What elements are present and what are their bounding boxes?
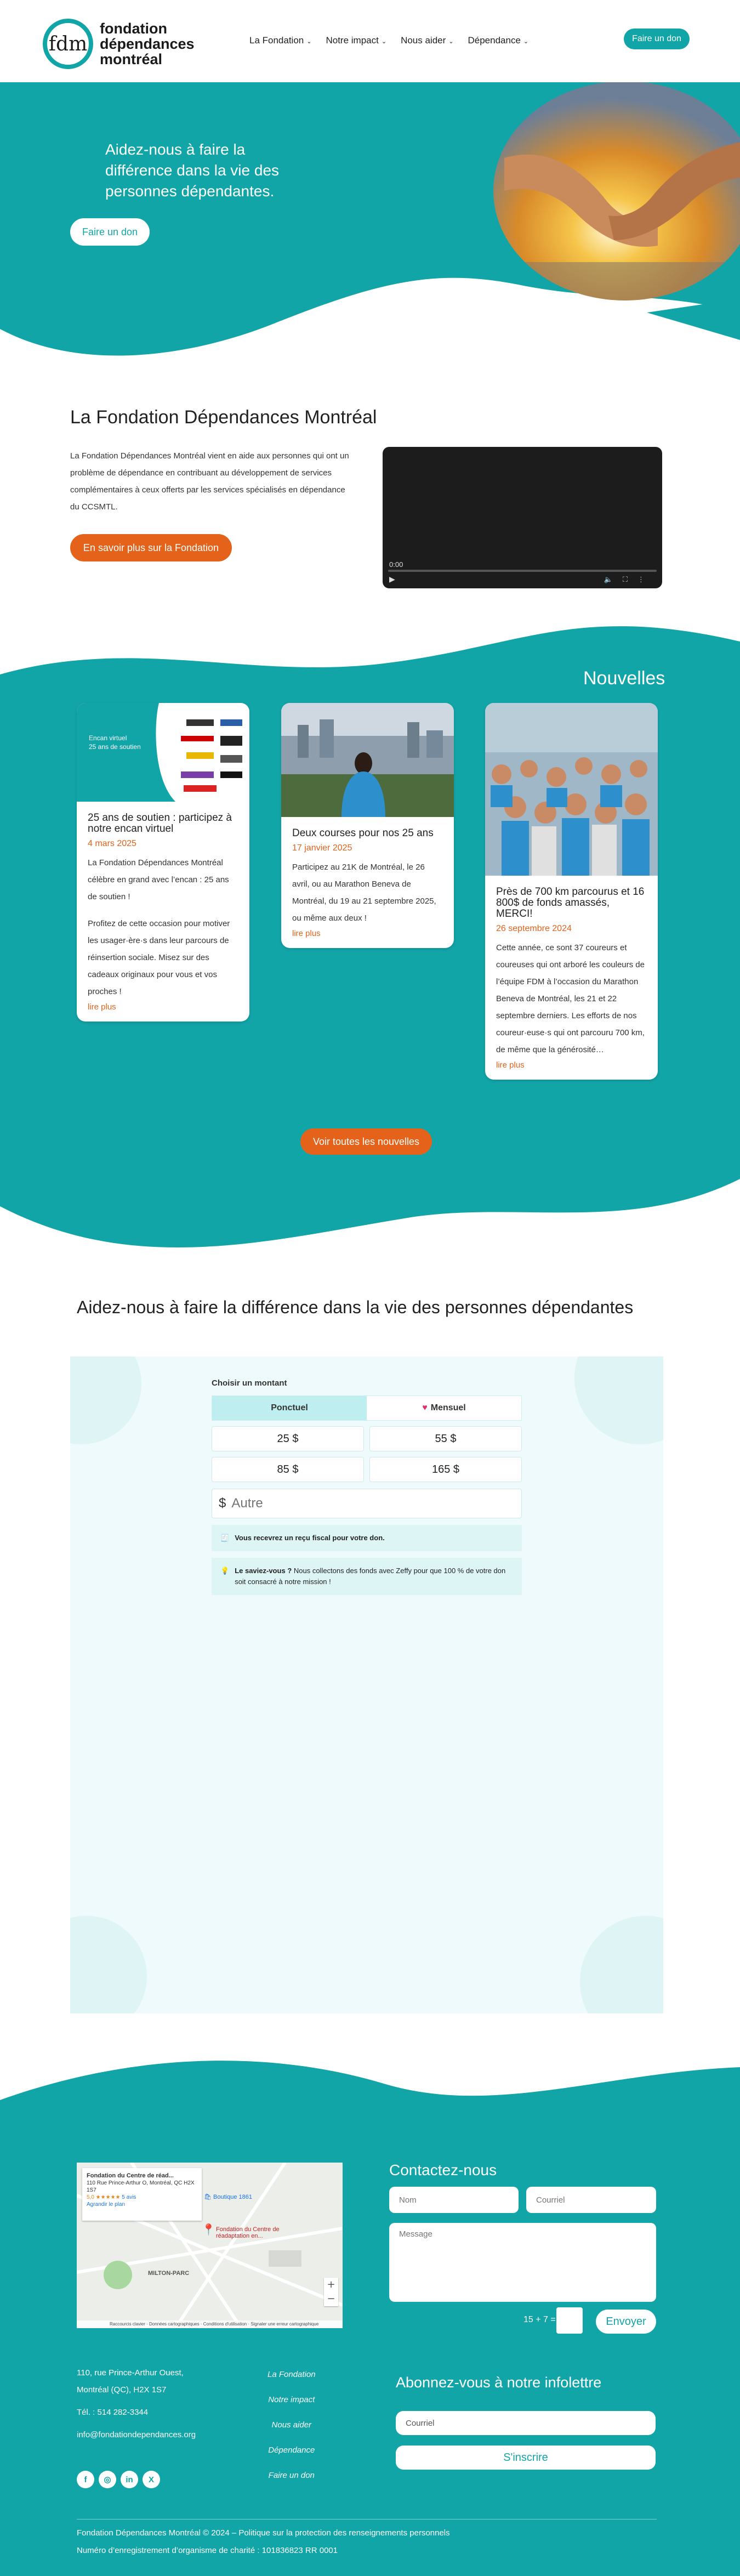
read-more-link[interactable]: lire plus bbox=[496, 1060, 525, 1070]
video-progress-bar[interactable] bbox=[388, 570, 657, 572]
news-heading: Nouvelles bbox=[583, 668, 665, 689]
nav-label: La Fondation bbox=[249, 35, 304, 46]
footer-nav-item[interactable]: Notre impact bbox=[268, 2395, 315, 2404]
map-info-card bbox=[82, 2168, 202, 2221]
address-line: Montréal (QC), H2X 1S7 bbox=[77, 2385, 167, 2395]
news-card-excerpt: Profitez de cette occasion pour motiver les usager·ère·s dans leur parcours de réinsertion sociale. Misez sur des cadeaux originaux pour vous et vos proches ! bbox=[88, 919, 230, 996]
copyright-text[interactable]: Fondation Dépendances Montréal © 2024 – Politique sur la protection des renseignements personnels bbox=[77, 2528, 450, 2538]
site-header bbox=[0, 0, 740, 82]
map-reviews[interactable]: 5 avis bbox=[122, 2194, 136, 2200]
map-place-name: Fondation du Centre de réad... bbox=[87, 2172, 174, 2179]
receipt-icon: 🧾 bbox=[220, 1534, 230, 1542]
social-links bbox=[77, 2471, 160, 2488]
nav-label: Dépendance bbox=[468, 35, 521, 46]
about-title: La Fondation Dépendances Montréal bbox=[70, 407, 377, 428]
footer-nav-item[interactable]: Nous aider bbox=[271, 2420, 312, 2430]
nav-item-notre-impact[interactable] bbox=[326, 35, 386, 46]
video-player[interactable] bbox=[383, 447, 662, 588]
footer-nav-item[interactable]: Faire un don bbox=[268, 2471, 315, 2480]
news-card-excerpt: Cette année, ce sont 37 coureurs et coureuses qui ont arboré les couleurs de l’équipe FDM à l’occasion du Marathon Beneva de Montréal, les 21 et 22 septembre derniers. Les efforts de nos coureur·euse·s qui ont parcouru 700 km, de même que la générosité… bbox=[496, 943, 645, 1054]
video-time: 0:00 bbox=[389, 560, 403, 569]
card-image-text: Encan virtuel 25 ans de soutien bbox=[89, 734, 141, 751]
lightbulb-icon: 💡 bbox=[220, 1567, 230, 1575]
main-nav bbox=[249, 35, 528, 46]
amount-options bbox=[212, 1426, 522, 1482]
shop-icon: 🛍 bbox=[204, 2194, 212, 2200]
other-amount-field bbox=[212, 1489, 522, 1518]
logo-line: fondation bbox=[100, 20, 167, 37]
amount-option[interactable]: 25 $ bbox=[212, 1426, 364, 1451]
all-news-button[interactable]: Voir toutes les nouvelles bbox=[300, 1128, 432, 1155]
contact-email-input[interactable] bbox=[526, 2187, 656, 2213]
map-enlarge-link[interactable]: Agrandir le plan bbox=[87, 2201, 126, 2208]
logo[interactable] bbox=[43, 19, 195, 69]
captcha-input[interactable] bbox=[556, 2307, 583, 2334]
frequency-monthly[interactable] bbox=[367, 1396, 521, 1420]
frequency-one-time[interactable]: Ponctuel bbox=[212, 1396, 367, 1420]
nav-item-dependance[interactable] bbox=[468, 35, 529, 46]
read-more-link[interactable]: lire plus bbox=[88, 1002, 116, 1012]
heart-icon: ♥ bbox=[422, 1403, 428, 1412]
frequency-toggle bbox=[212, 1395, 522, 1421]
phone-number[interactable]: Tél. : 514 282-3344 bbox=[77, 2408, 149, 2417]
nav-item-la-fondation[interactable] bbox=[249, 35, 311, 46]
map-pin-label: Fondation du Centre de réadaptation en... bbox=[216, 2226, 280, 2239]
tip-text: Nous collectons des fonds avec Zeffy pour que 100 % de votre don soit consacré à notre mission ! bbox=[235, 1567, 506, 1586]
contact-send-button[interactable]: Envoyer bbox=[596, 2310, 656, 2334]
email-address[interactable]: info@fondationdependances.org bbox=[77, 2430, 196, 2439]
video-controls-icons[interactable]: 🔈⛶⋮ bbox=[604, 576, 654, 584]
nav-item-nous-aider[interactable] bbox=[401, 35, 453, 46]
about-text: La Fondation Dépendances Montréal vient en aide aux personnes qui ont un problème de dépendance en contribuant au développement de services complémentaires à ceux offerts par les services spécialisés en dépendance du CCSMTL. bbox=[70, 451, 349, 512]
linkedin-icon[interactable]: in bbox=[121, 2471, 138, 2488]
captcha-question: 15 + 7 = bbox=[523, 2315, 556, 2324]
donation-title: Aidez-nous à faire la différence dans la vie des personnes dépendantes bbox=[77, 1297, 634, 1317]
footer-address bbox=[77, 2364, 196, 2443]
amount-option[interactable]: 165 $ bbox=[369, 1457, 522, 1482]
logo-line: montréal bbox=[100, 51, 163, 67]
logo-mark: fdm bbox=[43, 19, 93, 69]
newsletter-email-input[interactable]: Courriel bbox=[396, 2411, 656, 2435]
x-icon[interactable]: X bbox=[143, 2471, 160, 2488]
news-card-date: 17 janvier 2025 bbox=[292, 843, 352, 853]
map-place1: Boutique 1861 bbox=[213, 2194, 252, 2200]
news-card-title[interactable]: Près de 700 km parcourus et 16 800$ de fonds amassés, MERCI! bbox=[496, 886, 645, 920]
news-card[interactable] bbox=[485, 703, 658, 1080]
footer-nav-item[interactable]: La Fondation bbox=[267, 2370, 316, 2379]
news-card-date: 4 mars 2025 bbox=[88, 839, 136, 848]
contact-title: Contactez-nous bbox=[389, 2161, 497, 2178]
map-place-label bbox=[204, 2193, 252, 2200]
tax-receipt-text: Vous recevrez un reçu fiscal pour votre don. bbox=[235, 1534, 385, 1542]
news-card-image bbox=[77, 703, 249, 802]
logo-text bbox=[100, 21, 195, 67]
tax-receipt-notice bbox=[212, 1525, 522, 1551]
news-card-image bbox=[281, 703, 454, 817]
chevron-down-icon: ⌄ bbox=[381, 38, 387, 45]
currency-symbol: $ bbox=[219, 1496, 226, 1511]
map-area-label: MILTON-PARC bbox=[148, 2270, 190, 2277]
zeffy-tip bbox=[212, 1558, 522, 1595]
map-zoom-controls[interactable]: + − bbox=[324, 2278, 338, 2306]
frequency-monthly-label: Mensuel bbox=[430, 1403, 466, 1412]
contact-name-input[interactable] bbox=[389, 2187, 519, 2213]
news-card-title[interactable]: Deux courses pour nos 25 ans bbox=[292, 827, 434, 839]
map-credits: Raccourcis clavier · Données cartographiques · Conditions d'utilisation · Signaler une erreur cartographique bbox=[77, 2320, 343, 2328]
charity-number: Numéro d’enregistrement d’organisme de charité : 101836823 RR 0001 bbox=[77, 2546, 338, 2555]
map-pin-icon[interactable]: 📍 bbox=[202, 2223, 215, 2236]
footer-divider bbox=[77, 2519, 657, 2520]
about-more-button[interactable]: En savoir plus sur la Fondation bbox=[70, 534, 232, 561]
google-map[interactable] bbox=[77, 2163, 343, 2328]
read-more-link[interactable]: lire plus bbox=[292, 929, 321, 938]
nav-label: Notre impact bbox=[326, 35, 379, 46]
nav-label: Nous aider bbox=[401, 35, 446, 46]
choose-amount-label: Choisir un montant bbox=[212, 1378, 287, 1388]
news-card-excerpt: Participez au 21K de Montréal, le 26 avril, ou au Marathon Beneva de Montréal, du 19 au 21 septembre 2025, ou même aux deux ! bbox=[292, 863, 436, 923]
amount-option[interactable]: 85 $ bbox=[212, 1457, 364, 1482]
map-rating: 5,0 ★★★★★ bbox=[87, 2194, 121, 2200]
footer-nav-item[interactable]: Dépendance bbox=[268, 2446, 315, 2455]
news-card[interactable] bbox=[281, 703, 454, 948]
news-card[interactable] bbox=[77, 703, 249, 1022]
hero-donate-button[interactable]: Faire un don bbox=[70, 218, 150, 246]
footer-legal bbox=[77, 2524, 450, 2560]
map-address: 110 Rue Prince-Arthur O, Montréal, QC H2X 1S7 bbox=[87, 2180, 195, 2193]
header-donate-button[interactable]: Faire un don bbox=[624, 29, 690, 49]
tip-bold: Le saviez-vous ? bbox=[235, 1567, 292, 1575]
other-amount-input[interactable] bbox=[231, 1496, 494, 1511]
subscribe-button[interactable]: S'inscrire bbox=[396, 2446, 656, 2470]
instagram-icon[interactable]: ◎ bbox=[99, 2471, 116, 2488]
news-card-image bbox=[485, 703, 658, 876]
news-card-date: 26 septembre 2024 bbox=[496, 924, 572, 933]
news-card-title[interactable]: 25 ans de soutien : participez à notre encan virtuel bbox=[88, 812, 232, 835]
donation-form bbox=[212, 1378, 522, 1595]
newsletter-title: Abonnez-vous à notre infolettre bbox=[396, 2374, 602, 2391]
address-line: 110, rue Prince-Arthur Ouest, bbox=[77, 2368, 184, 2378]
facebook-icon[interactable]: f bbox=[77, 2471, 94, 2488]
chevron-down-icon: ⌄ bbox=[306, 38, 312, 45]
amount-option[interactable]: 55 $ bbox=[369, 1426, 522, 1451]
footer-nav bbox=[267, 2362, 316, 2488]
play-icon[interactable]: ▶ bbox=[389, 575, 395, 584]
chevron-down-icon: ⌄ bbox=[523, 38, 529, 45]
hero-title: Aidez-nous à faire la différence dans la vie des personnes dépendantes. bbox=[105, 141, 280, 200]
contact-message-input[interactable] bbox=[389, 2223, 656, 2302]
news-card-excerpt: La Fondation Dépendances Montréal célèbre en grand avec l’encan : 25 ans de soutien ! bbox=[88, 858, 229, 901]
logo-line: dépendances bbox=[100, 36, 195, 52]
chevron-down-icon: ⌄ bbox=[448, 38, 454, 45]
